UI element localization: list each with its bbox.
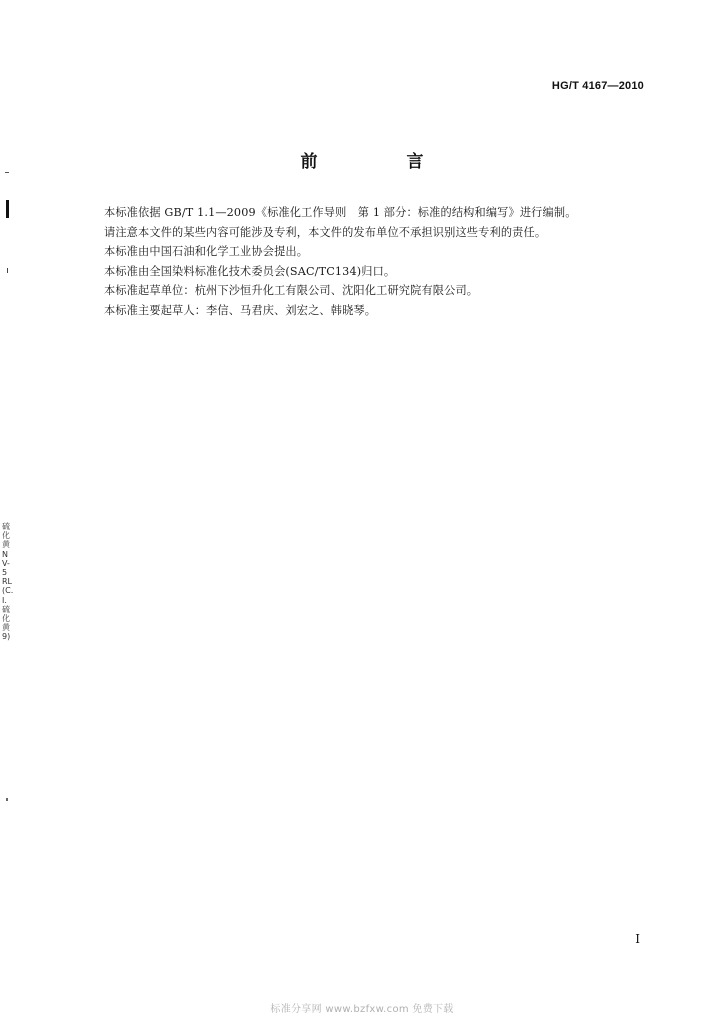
scan-artifact-mark xyxy=(6,798,8,801)
foreword-line: 本标准依据 GB/T 1.1—2009《标准化工作导则 第 1 部分：标准的结构和编写》进行编制。 xyxy=(104,206,577,219)
page-number: I xyxy=(635,932,640,946)
foreword-body xyxy=(104,203,644,320)
standard-code: HG/T 4167—2010 xyxy=(551,80,644,92)
foreword-line: 本标准起草单位：杭州下沙恒升化工有限公司、沈阳化工研究院有限公司。 xyxy=(104,284,479,297)
foreword-line: 本标准由中国石油和化学工业协会提出。 xyxy=(104,245,309,258)
foreword-line: 本标准主要起草人：李信、马君庆、刘宏之、韩晓琴。 xyxy=(104,303,377,317)
footer-watermark: 标准分享网 www.bzfxw.com 免费下载 xyxy=(270,1004,454,1015)
scan-artifact-mark xyxy=(7,268,8,273)
page-title: 前 言 xyxy=(300,152,460,172)
foreword-line: 请注意本文件的某些内容可能涉及专利，本文件的发布单位不承担识别这些专利的责任。 xyxy=(104,225,547,239)
scan-artifact-mark xyxy=(5,172,9,173)
foreword-line: 本标准由全国染料标准化技术委员会(SAC/TC134)归口。 xyxy=(104,264,396,278)
scan-artifact-mark xyxy=(6,200,9,218)
side-margin-text: 硫化黄NV-5RL(C.I.硫化黄9) xyxy=(2,522,14,642)
